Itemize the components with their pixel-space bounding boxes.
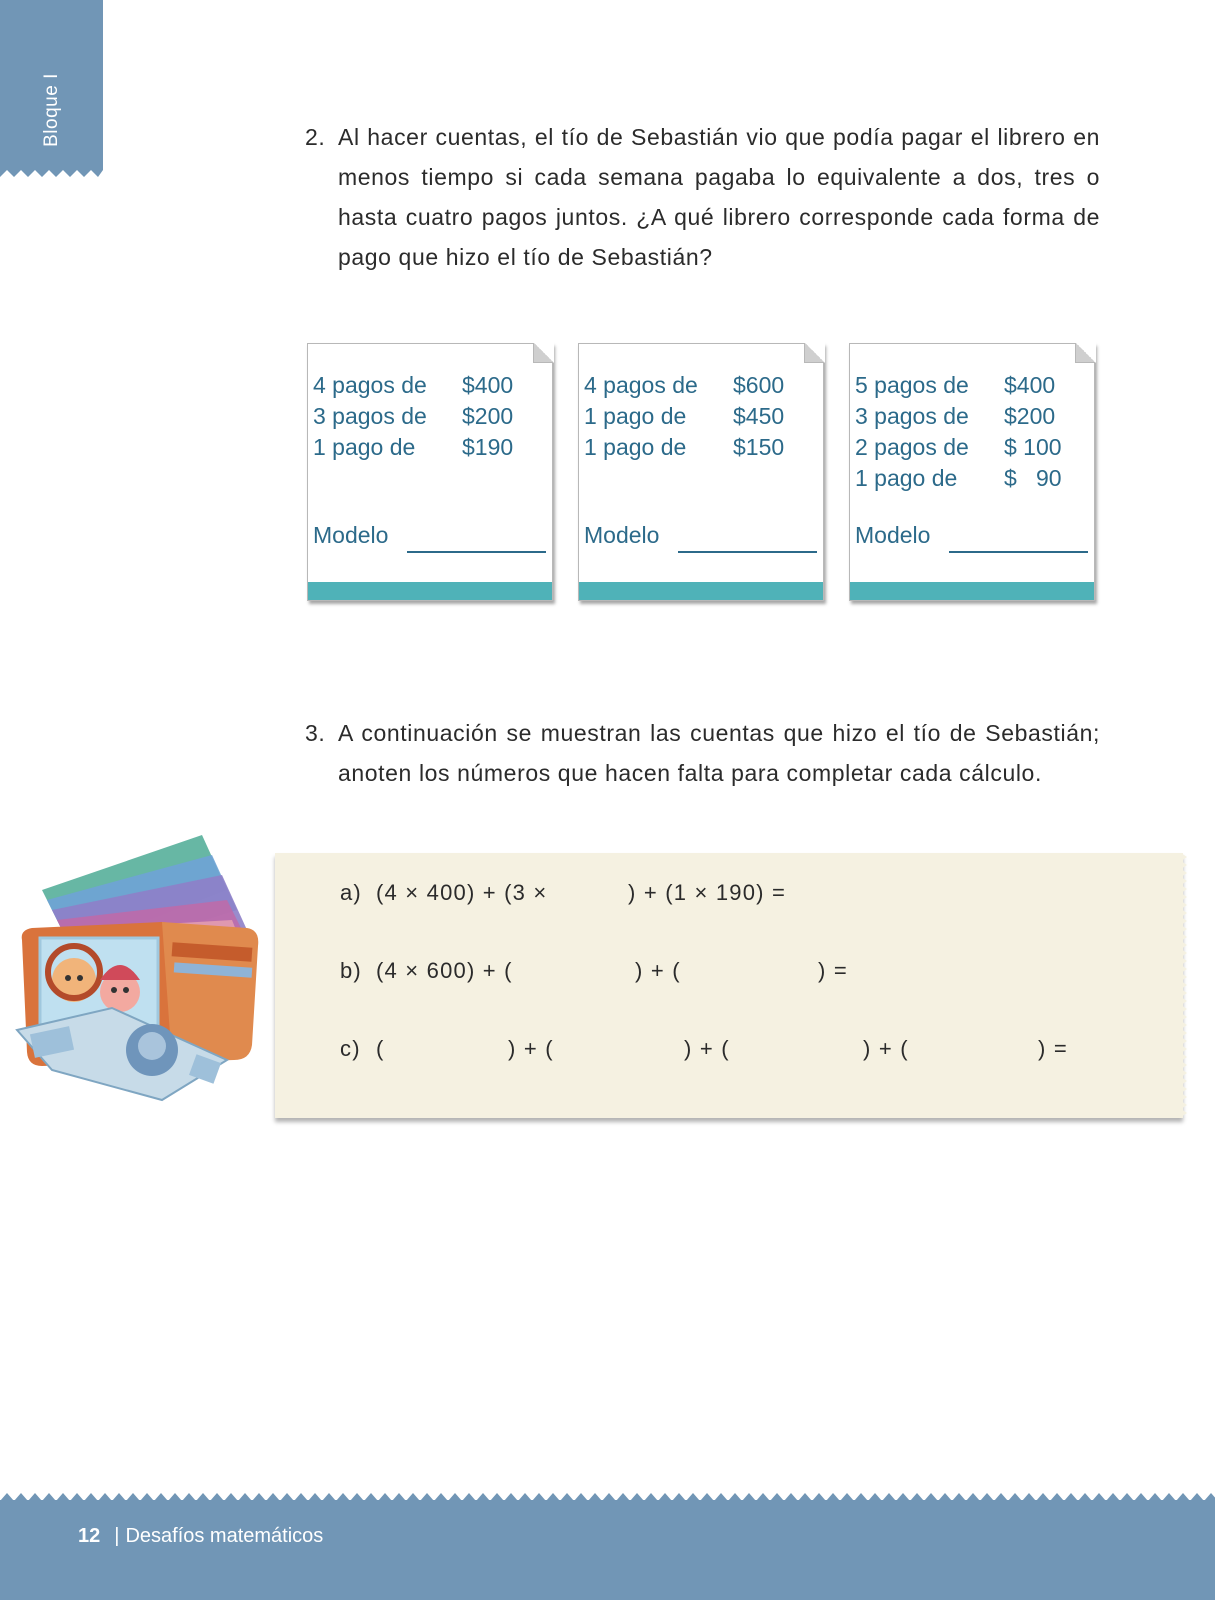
card-fold-corner (804, 343, 824, 363)
payment-card-2 (578, 343, 824, 601)
card-line: 4 pagos de $400 (313, 372, 514, 398)
calc-part: ) + ( (635, 958, 681, 983)
card-line: 1 pago de $ 90 (855, 465, 1062, 491)
card-model-label: Modelo (313, 522, 389, 548)
footer-separator: | (114, 1525, 120, 1547)
wallet-illustration (12, 830, 280, 1102)
card-model-label: Modelo (584, 522, 660, 548)
footer-band (0, 1500, 1215, 1600)
payment-card-1 (307, 343, 553, 601)
card-line: 1 pago de $450 (584, 403, 785, 429)
book-title: Desafíos matemáticos (125, 1525, 324, 1547)
calc-part: ) + ( (684, 1036, 730, 1061)
calc-part: ( (376, 1036, 385, 1061)
card-line: 1 pago de $150 (584, 434, 785, 460)
page-number: 12 (78, 1525, 101, 1547)
card-band (579, 582, 823, 600)
card-fold-corner (1075, 343, 1095, 363)
calc-part: ) = (1038, 1036, 1068, 1061)
side-tab-label: Bloque I (41, 73, 62, 147)
side-tab (0, 0, 103, 170)
question-3-number: 3. (305, 720, 326, 746)
question-2 (305, 117, 1100, 277)
calc-part: ) = (818, 958, 848, 983)
model-answer-line[interactable] (407, 551, 546, 553)
question-3-text: A continuación se muestran las cuentas que hizo el tío de Sebastián; anoten los números que hacen falta para completar cada cálculo. (338, 720, 1100, 786)
calc-part: ) + (1 × 190) = (628, 880, 787, 905)
card-fold-corner (533, 343, 553, 363)
card-line: 1 pago de $190 (313, 434, 514, 460)
model-answer-line[interactable] (678, 551, 817, 553)
calc-part: (4 × 400) + (3 × (376, 880, 548, 905)
calc-part: (4 × 600) + ( (376, 958, 513, 983)
panel-zigzag-edge (1181, 853, 1191, 1118)
calc-label: a) (340, 880, 362, 905)
calc-part: ) + ( (863, 1036, 909, 1061)
payment-card-3 (849, 343, 1095, 601)
card-line: 5 pagos de $400 (855, 372, 1056, 398)
card-band (850, 582, 1094, 600)
question-2-number: 2. (305, 124, 326, 150)
card-line: 4 pagos de $600 (584, 372, 785, 398)
calc-label: c) (340, 1036, 361, 1061)
question-3 (305, 713, 1100, 793)
model-answer-line[interactable] (949, 551, 1088, 553)
calc-part: ) + ( (508, 1036, 554, 1061)
card-band (308, 582, 552, 600)
calc-label: b) (340, 958, 362, 983)
footer (78, 1525, 323, 1548)
question-2-text: Al hacer cuentas, el tío de Sebastián vio que podía pagar el librero en menos tiempo si cada semana pagaba lo equivalente a dos, tres o hasta cuatro pagos juntos. ¿A qué librero corresponde cada forma de pago que hizo el tío de Sebastián? (338, 124, 1100, 270)
side-tab-zigzag (0, 168, 103, 180)
card-line: 3 pagos de $200 (313, 403, 514, 429)
card-line: 2 pagos de $ 100 (855, 434, 1062, 460)
card-model-label: Modelo (855, 522, 931, 548)
card-line: 3 pagos de $200 (855, 403, 1056, 429)
calculation-panel (275, 853, 1183, 1118)
